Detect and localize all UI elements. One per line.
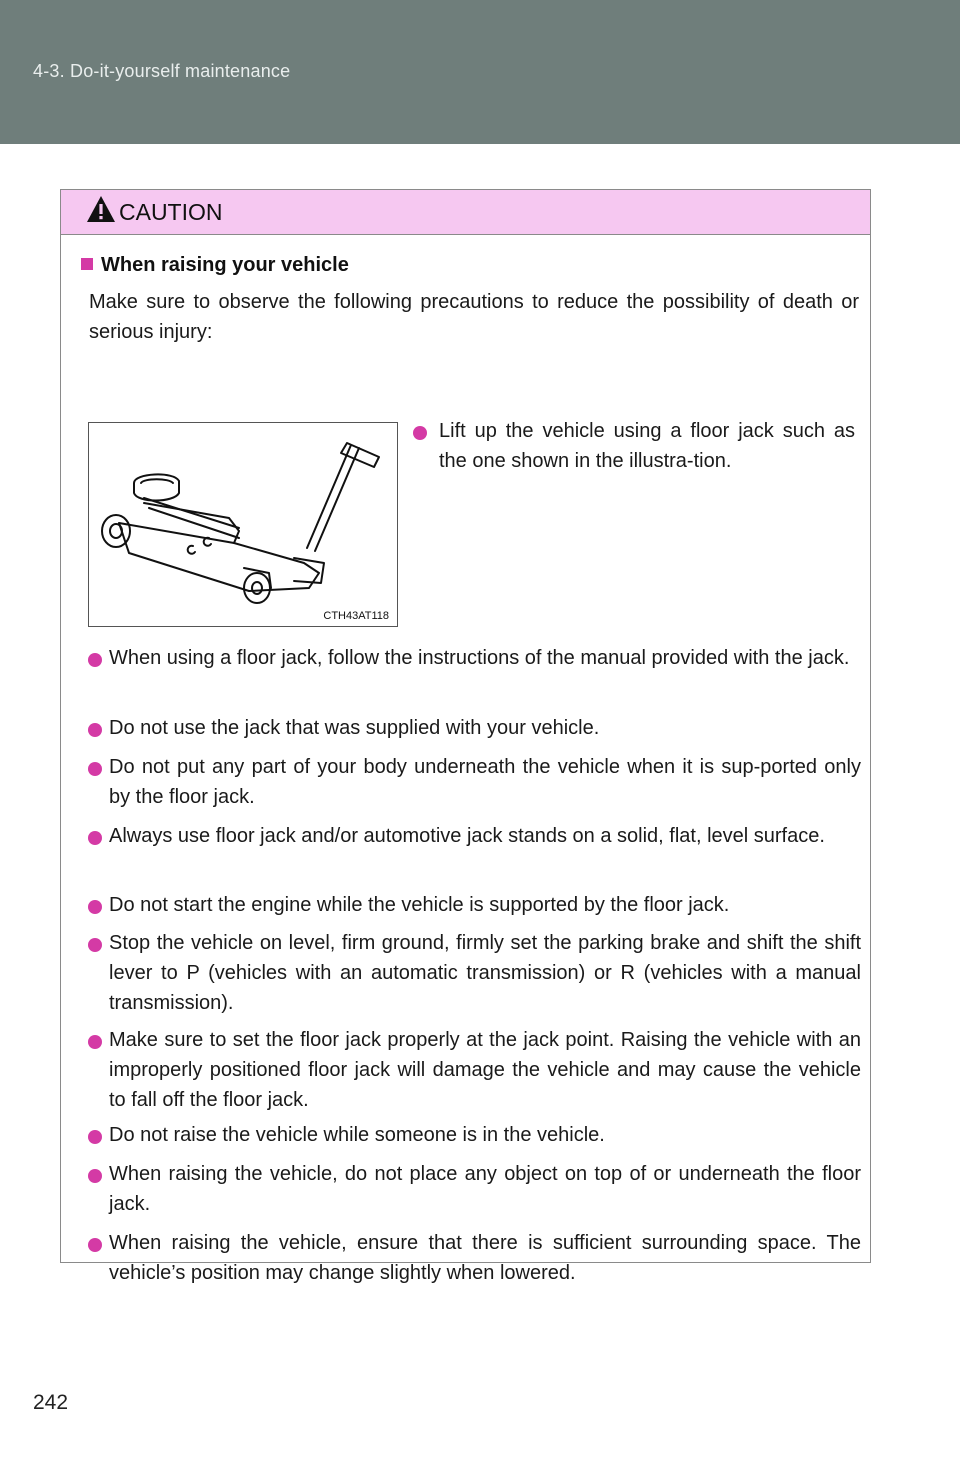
bullet-icon (413, 426, 427, 440)
subheading-text: When raising your vehicle (101, 254, 349, 276)
intro-text: Make sure to observe the following precautions to reduce the possibility of death or serious injury: (89, 291, 859, 343)
figure-code: CTH43AT118 (323, 610, 389, 622)
bullet-item: Do not raise the vehicle while someone is in the vehicle. (109, 1124, 605, 1146)
bullet-icon (88, 1035, 102, 1049)
bullet-icon (88, 723, 102, 737)
bullet-item: When raising the vehicle, do not place any object on top of or underneath the floor jack. (109, 1163, 861, 1215)
bullet-item: When raising the vehicle, ensure that there is sufficient surrounding space. The vehicle’s position may change slightly when lowered. (109, 1232, 861, 1284)
bullet-icon (88, 1130, 102, 1144)
warning-triangle-icon (86, 195, 116, 223)
bullet-item: Make sure to set the floor jack properly at the jack point. Raising the vehicle with an improperly positioned floor jack will damage the vehicle and may cause the vehicle to fall off the floor jack. (109, 1029, 861, 1111)
bullet-item: Do not start the engine while the vehicle is supported by the floor jack. (109, 894, 730, 916)
page-header (0, 0, 960, 144)
caution-header (61, 190, 870, 235)
subheading (81, 254, 349, 277)
caution-box (60, 189, 871, 1284)
bullet-item: Stop the vehicle on level, firm ground, firmly set the parking brake and shift the shift lever to P (vehicles with an automatic transmission) or R (vehicles with a manual transmission). (109, 932, 861, 1014)
bullet-icon (88, 1238, 102, 1252)
page-number: 242 (33, 1391, 69, 1414)
bullet-icon (88, 1169, 102, 1183)
square-bullet-icon (81, 258, 93, 270)
figure-bullet-text: Lift up the vehicle using a floor jack such as the one shown in the illustra-tion. (439, 420, 855, 472)
bullet-icon (88, 938, 102, 952)
caution-title: CAUTION (119, 199, 223, 225)
section-title: 4-3. Do-it-yourself maintenance (33, 61, 291, 81)
bullet-item: Do not use the jack that was supplied with your vehicle. (109, 717, 600, 739)
bullet-item: When using a floor jack, follow the instructions of the manual provided with the jack. (109, 647, 850, 669)
bullet-icon (88, 831, 102, 845)
bullet-icon (88, 762, 102, 776)
bullet-icon (88, 653, 102, 667)
bullet-item: Always use floor jack and/or automotive jack stands on a solid, flat, level surface. (109, 825, 825, 847)
floor-jack-figure (88, 422, 398, 627)
bullet-icon (88, 900, 102, 914)
bullet-item: Do not put any part of your body underneath the vehicle when it is sup-ported only by the floor jack. (109, 756, 861, 808)
floor-jack-illustration (89, 423, 397, 626)
